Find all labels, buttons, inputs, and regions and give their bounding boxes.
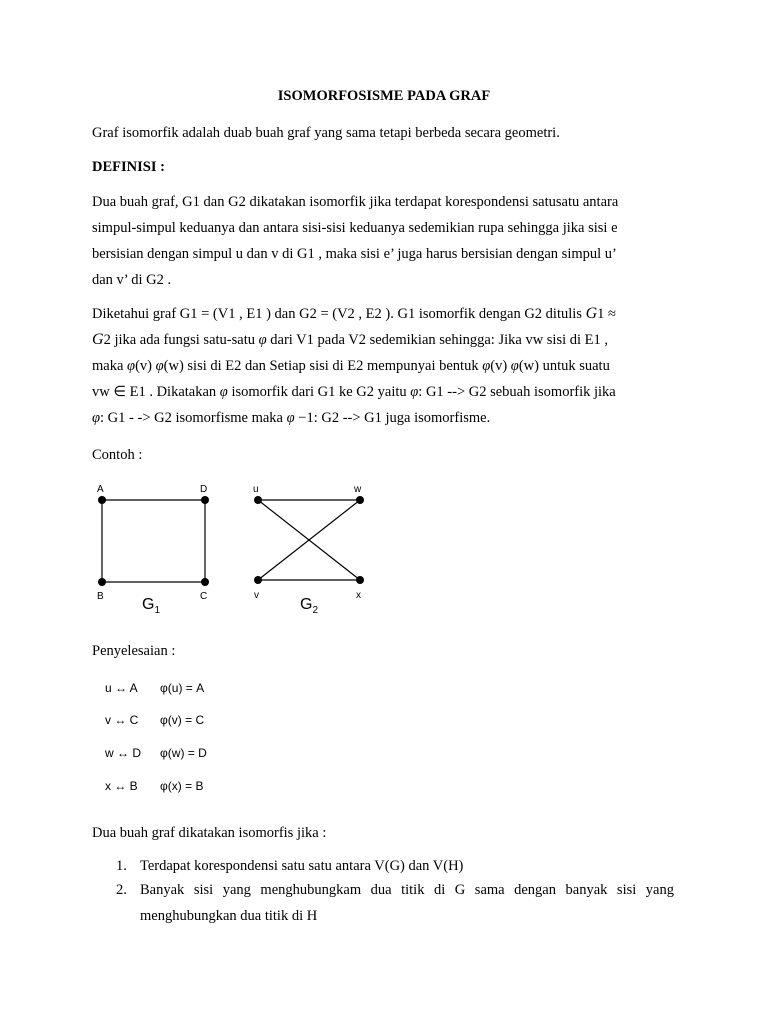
mapping-func: φ(x) = B bbox=[160, 779, 204, 793]
known-line: G2 jika ada fungsi satu-satu φ dari V1 pada V2 sedemikian sehingga: Jika vw sisi di E1 , bbox=[92, 331, 609, 348]
graph-label-g1: $G_1$ bbox=[142, 596, 161, 616]
vertex-b bbox=[98, 578, 106, 586]
known-line: vw ∈ E1 . Dikatakan φ isomorfik dari G1 ke G2 yaitu φ: G1 --> G2 sebuah isomorfik jika bbox=[92, 384, 616, 400]
mapping-pair: u ↔ A bbox=[105, 681, 138, 695]
intro-paragraph: Graf isomorfik adalah duab buah graf yang sama tetapi berbeda secara geometri. bbox=[92, 125, 560, 141]
vertex-label: B bbox=[97, 591, 104, 602]
mapping-pair: v ↔ C bbox=[105, 713, 139, 727]
list-text: menghubungkan dua titik di H bbox=[140, 908, 318, 924]
vertex-v bbox=[254, 576, 262, 584]
vertex-label: w bbox=[354, 484, 362, 495]
definition-heading: DEFINISI : bbox=[92, 159, 165, 175]
example-label: Contoh : bbox=[92, 447, 143, 463]
known-line: Diketahui graf G1 = (V1 , E1 ) dan G2 = (V2 , E2 ). G1 isomorfik dengan G2 ditulis G1 ≈ bbox=[92, 305, 616, 322]
vertex-u bbox=[254, 496, 262, 504]
mapping-table bbox=[92, 672, 222, 805]
vertex-c bbox=[201, 578, 209, 586]
definition-line: dan v’ di G2 . bbox=[92, 272, 172, 288]
vertex-label: v bbox=[254, 590, 259, 601]
criteria-intro: Dua buah graf dikatakan isomorfis jika : bbox=[92, 825, 327, 841]
mapping-func: φ(u) = A bbox=[160, 681, 205, 695]
vertex-a bbox=[98, 496, 106, 504]
definition-line: simpul-simpul keduanya dan antara sisi-sisi keduanya sedemikian rupa sehingga jika sisi e bbox=[92, 220, 618, 236]
list-text: Banyak sisi yang menghubungkam dua titik di G sama dengan banyak sisi yang bbox=[140, 882, 674, 898]
mapping-pair: x ↔ B bbox=[105, 779, 138, 793]
solution-label: Penyelesaian : bbox=[92, 643, 176, 659]
list-text: Terdapat korespondensi satu satu antara V(G) dan V(H) bbox=[140, 858, 464, 874]
graph-label-g2: $G_2$ bbox=[300, 596, 319, 616]
vertex-label: u bbox=[253, 484, 259, 495]
definition-line: Dua buah graf, G1 dan G2 dikatakan isomorfik jika terdapat korespondensi satusatu antara bbox=[92, 194, 619, 210]
list-number: 1. bbox=[116, 858, 127, 874]
vertex-label: A bbox=[97, 484, 104, 495]
vertex-d bbox=[201, 496, 209, 504]
vertex-label: C bbox=[200, 591, 208, 602]
known-line: maka φ(v) φ(w) sisi di E2 dan Setiap sisi di E2 mempunyai bentuk φ(v) φ(w) untuk suatu bbox=[92, 358, 610, 374]
mapping-func: φ(w) = D bbox=[160, 746, 207, 760]
known-line: φ: G1 - -> G2 isomorfisme maka φ −1: G2 --> G1 juga isomorfisme. bbox=[92, 410, 491, 426]
vertex-label: x bbox=[356, 590, 361, 601]
mapping-func: φ(v) = C bbox=[160, 713, 205, 727]
list-number: 2. bbox=[116, 882, 127, 898]
graph-figure bbox=[92, 478, 373, 621]
mapping-pair: w ↔ D bbox=[105, 746, 141, 760]
vertex-x bbox=[356, 576, 364, 584]
page-title: ISOMORFOSISME PADA GRAF bbox=[277, 88, 491, 104]
definition-line: bersisian dengan simpul u dan v di G1 , maka sisi e’ juga harus bersisian dengan simpul u’ bbox=[92, 246, 617, 262]
vertex-label: D bbox=[200, 484, 208, 495]
vertex-w bbox=[356, 496, 364, 504]
